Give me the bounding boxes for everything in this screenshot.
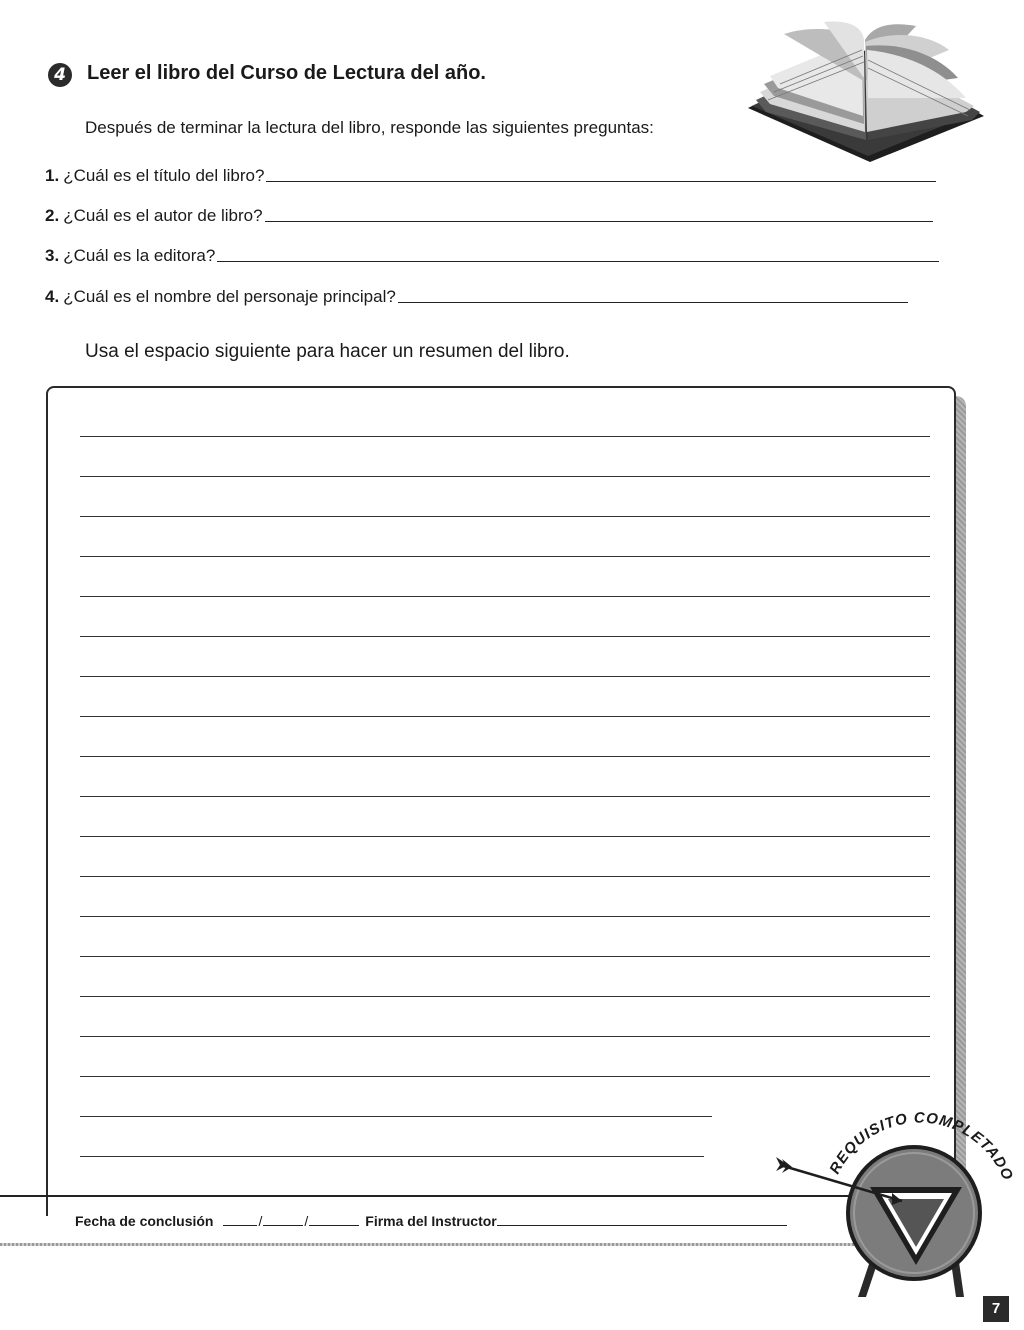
requirement-completed-badge xyxy=(770,1105,1024,1305)
date-month-field[interactable] xyxy=(263,1224,303,1226)
completion-footer xyxy=(75,1213,787,1229)
answer-line-title[interactable] xyxy=(266,180,936,182)
writing-line xyxy=(80,716,930,717)
date-separator: / xyxy=(258,1213,263,1229)
open-book-icon xyxy=(744,20,989,165)
answer-line-publisher[interactable] xyxy=(217,260,939,262)
question-number: 3. xyxy=(45,246,60,265)
instructor-signature-field[interactable] xyxy=(497,1224,787,1226)
section-heading: Leer el libro del Curso de Lectura del año. xyxy=(87,62,486,84)
instructor-signature-label: Firma del Instructor xyxy=(365,1213,497,1229)
question-text: ¿Cuál es el título del libro? xyxy=(63,166,265,185)
writing-line xyxy=(80,516,930,517)
step-number-badge: 4 xyxy=(48,63,72,87)
answer-line-author[interactable] xyxy=(265,220,933,222)
question-number: 4. xyxy=(45,287,60,306)
writing-line xyxy=(80,1076,930,1077)
badge-label: REQUISITO COMPLETADO xyxy=(826,1109,1017,1184)
writing-line xyxy=(80,1156,704,1157)
question-text: ¿Cuál es el nombre del personaje principal? xyxy=(63,287,396,306)
answer-line-main-character[interactable] xyxy=(398,301,908,303)
writing-line xyxy=(80,756,930,757)
date-separator: / xyxy=(304,1213,309,1229)
footer-bottom-rule xyxy=(0,1243,880,1246)
writing-line xyxy=(80,676,930,677)
question-text: ¿Cuál es la editora? xyxy=(63,246,216,265)
date-day-field[interactable] xyxy=(223,1224,257,1226)
question-author xyxy=(45,206,933,226)
writing-line xyxy=(80,476,930,477)
footer-divider xyxy=(0,1195,880,1197)
writing-line xyxy=(80,436,930,437)
question-text: ¿Cuál es el autor de libro? xyxy=(63,206,263,225)
intro-text: Después de terminar la lectura del libro, responde las siguientes preguntas: xyxy=(85,118,654,137)
writing-line xyxy=(80,996,930,997)
writing-line xyxy=(80,1036,930,1037)
question-number: 1. xyxy=(45,166,60,185)
question-publisher xyxy=(45,246,939,266)
summary-prompt: Usa el espacio siguiente para hacer un resumen del libro. xyxy=(85,341,570,362)
question-title xyxy=(45,166,936,186)
completion-date-label: Fecha de conclusión xyxy=(75,1213,214,1229)
writing-line xyxy=(80,1116,712,1117)
writing-line xyxy=(80,636,930,637)
writing-line xyxy=(80,836,930,837)
question-number: 2. xyxy=(45,206,60,225)
writing-line xyxy=(80,596,930,597)
writing-line xyxy=(80,956,930,957)
writing-line xyxy=(80,876,930,877)
writing-line xyxy=(80,796,930,797)
question-main-character xyxy=(45,287,908,307)
writing-line xyxy=(80,916,930,917)
date-year-field[interactable] xyxy=(309,1224,359,1226)
summary-box[interactable] xyxy=(46,386,956,1216)
page-number: 7 xyxy=(983,1296,1009,1322)
writing-line xyxy=(80,556,930,557)
